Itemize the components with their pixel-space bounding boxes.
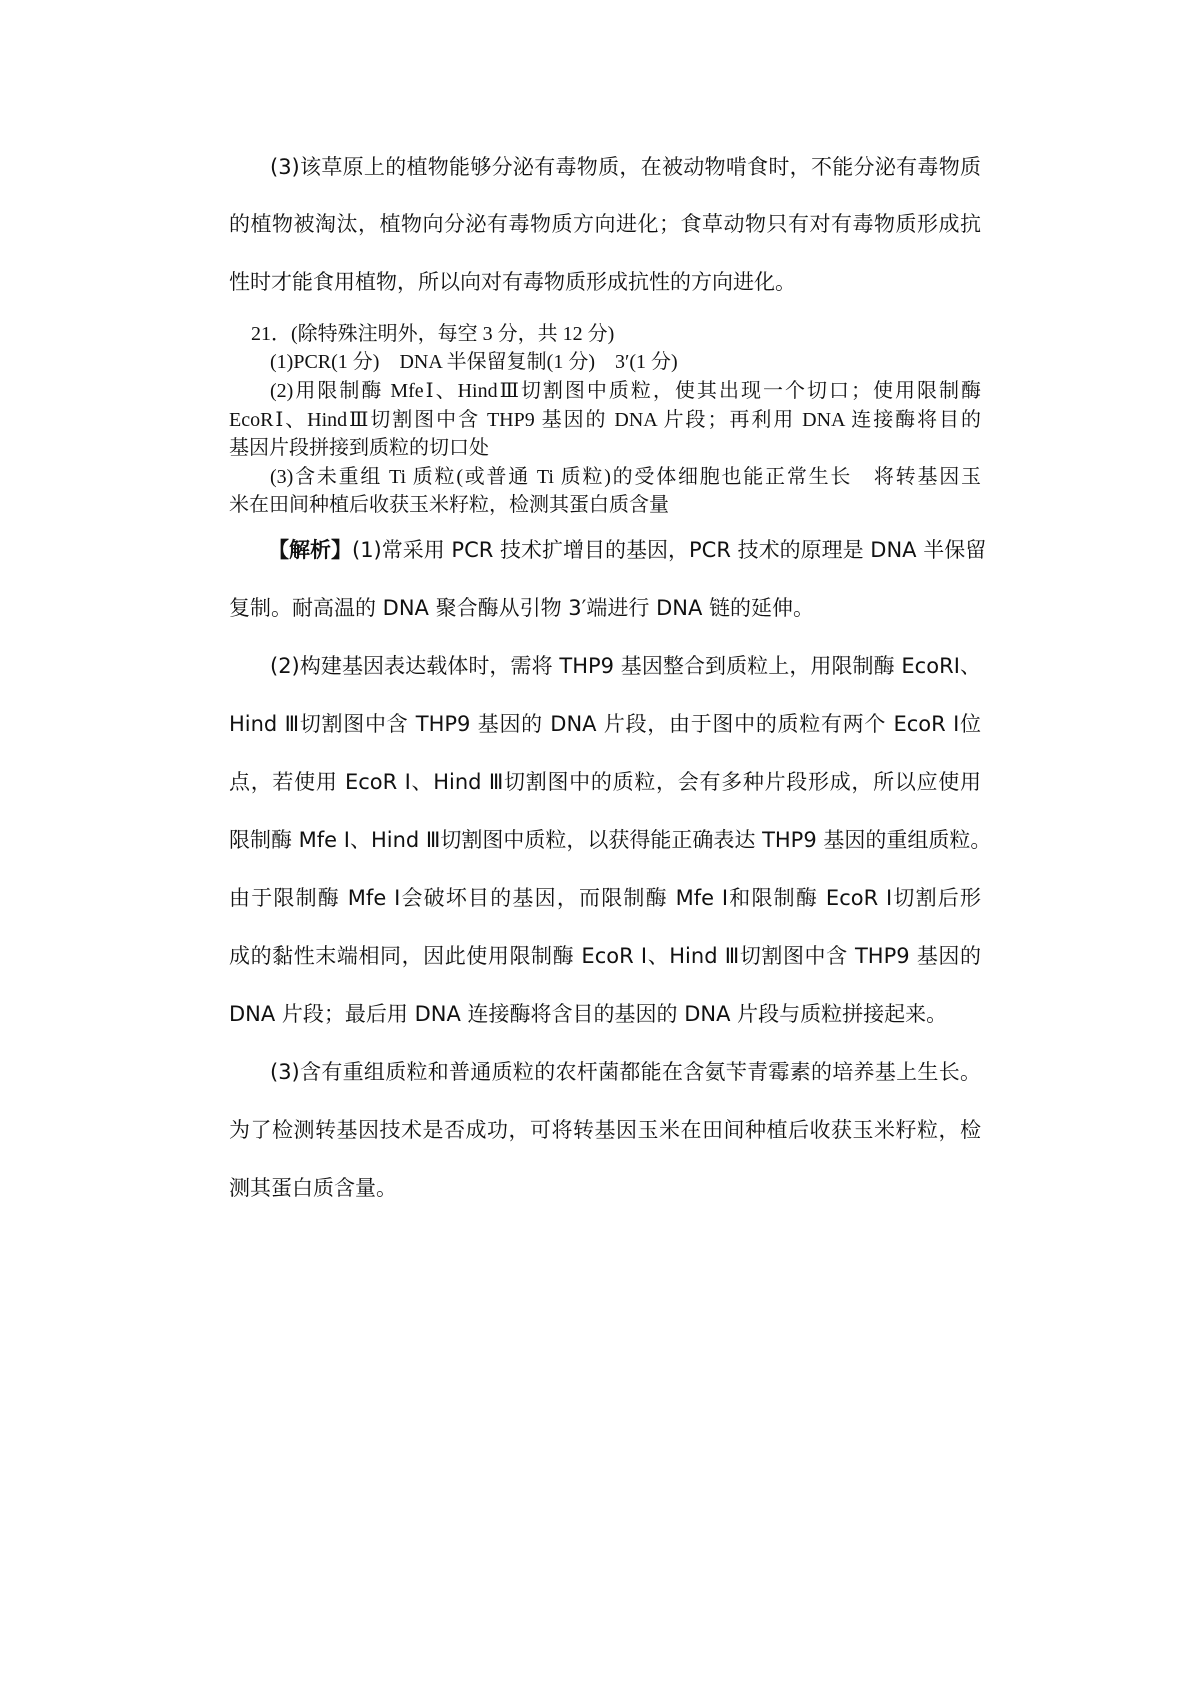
analysis-line — [268, 538, 987, 562]
analysis-line: 点，若使用 EcoR Ⅰ、Hind Ⅲ切割图中的质粒，会有多种片段形成，所以应使用 — [229, 770, 981, 794]
answer-part-3-line: 米在田间种植后收获玉米籽粒，检测其蛋白质含量 — [229, 494, 669, 516]
paragraph-line: (3)该草原上的植物能够分泌有毒物质，在被动物啃食时，不能分泌有毒物质 — [270, 155, 981, 179]
analysis-label: 【解析】 — [268, 538, 352, 562]
analysis-line: 测其蛋白质含量。 — [229, 1176, 397, 1200]
analysis-line: (2)构建基因表达载体时，需将 THP9 基因整合到质粒上，用限制酶 EcoRⅠ、 — [270, 654, 981, 678]
answer-part-2-line: 基因片段拼接到质粒的切口处 — [229, 437, 489, 459]
analysis-text: (1)常采用 PCR 技术扩增目的基因，PCR 技术的原理是 DNA 半保留 — [352, 538, 987, 562]
analysis-line: DNA 片段；最后用 DNA 连接酶将含目的基因的 DNA 片段与质粒拼接起来。 — [229, 1002, 948, 1026]
paragraph-line: 性时才能食用植物，所以向对有毒物质形成抗性的方向进化。 — [229, 270, 796, 294]
analysis-line: 限制酶 Mfe Ⅰ、Hind Ⅲ切割图中质粒，以获得能正确表达 THP9 基因的重组质粒。 — [229, 828, 992, 852]
question-header: 21．(除特殊注明外，每空 3 分，共 12 分) — [251, 323, 615, 345]
analysis-line: 复制。耐高温的 DNA 聚合酶从引物 3′端进行 DNA 链的延伸。 — [229, 596, 814, 620]
analysis-line: 成的黏性末端相同，因此使用限制酶 EcoR Ⅰ、Hind Ⅲ切割图中含 THP9 基因的 — [229, 944, 981, 968]
paragraph-line: 的植物被淘汰，植物向分泌有毒物质方向进化；食草动物只有对有毒物质形成抗 — [229, 212, 981, 236]
answer-part-1: (1)PCR(1 分) DNA 半保留复制(1 分) 3′(1 分) — [270, 351, 678, 373]
answer-part-2-line: (2)用限制酶 MfeⅠ、HindⅢ切割图中质粒，使其出现一个切口；使用限制酶 — [270, 380, 981, 402]
analysis-line: (3)含有重组质粒和普通质粒的农杆菌都能在含氨苄青霉素的培养基上生长。 — [270, 1060, 981, 1084]
analysis-line: Hind Ⅲ切割图中含 THP9 基因的 DNA 片段，由于图中的质粒有两个 EcoR Ⅰ位 — [229, 712, 981, 736]
analysis-line: 由于限制酶 Mfe Ⅰ会破坏目的基因，而限制酶 Mfe Ⅰ和限制酶 EcoR Ⅰ切割后形 — [229, 886, 981, 910]
answer-part-3-line: (3)含未重组 Ti 质粒(或普通 Ti 质粒)的受体细胞也能正常生长 将转基因玉 — [270, 466, 981, 488]
answer-part-2-line: EcoRⅠ、HindⅢ切割图中含 THP9 基因的 DNA 片段；再利用 DNA 连接酶将目的 — [229, 409, 981, 431]
analysis-line: 为了检测转基因技术是否成功，可将转基因玉米在田间种植后收获玉米籽粒，检 — [229, 1118, 981, 1142]
